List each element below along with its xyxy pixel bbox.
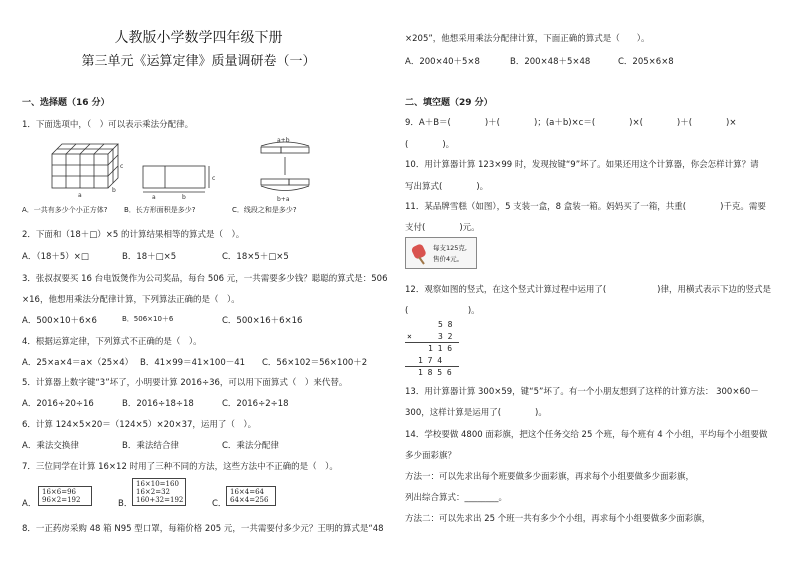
q4-option-c: C．56×102＝56×100＋2 (262, 358, 368, 368)
question-13-line2: 300，这样计算是运用了( )。 (405, 408, 547, 418)
question-7: 7．三位同学在计算 16×12 时用了三种不同的方法，这些方法中不正确的是（ ）。 (22, 462, 338, 472)
q2-option-c: C．18×5＋□×5 (222, 252, 289, 262)
q7-method-c-line: 16×4=64 (230, 488, 264, 496)
q1-rect-label-a: a (152, 194, 156, 201)
q3-option-a: A．500×10＋6×6 (22, 316, 97, 326)
q7-method-a-line: 96×2=192 (42, 496, 81, 504)
q6-option-b: B．乘法结合律 (122, 441, 179, 451)
question-2: 2．下面和（18＋□）×5 的计算结果相等的算式是（ ）。 (22, 230, 245, 240)
question-8: 8．一正药房采购 48 箱 N95 型口罩，每箱价格 205 元，一共需要付多少元？王明的算式是“48 (22, 524, 384, 534)
q2-option-a: A．（18＋5）×□ (22, 252, 89, 262)
calc-product: 1 8 5 6 (418, 368, 452, 377)
calc-rule (405, 366, 459, 367)
section-fill-heading: 二、填空题（29 分） (405, 98, 493, 108)
q7-option-a-label: A． (22, 499, 37, 509)
section-choice-heading: 一、选择题（16 分） (22, 98, 110, 108)
q7-method-b-line: 16×2=32 (136, 488, 170, 496)
q6-option-c: C．乘法分配律 (222, 441, 279, 451)
q1-option-b: B．长方形面积是多少? (124, 206, 196, 214)
q7-method-a-box (38, 486, 92, 506)
q1-cube-label-a: a (78, 192, 82, 199)
q7-method-b-line: 16×10=160 (136, 480, 179, 488)
q1-rect-figure (140, 162, 220, 204)
q1-cube-label-c: c (120, 163, 124, 170)
calc-times-sign: × (407, 332, 412, 341)
calc-partial-2: 1 7 4 (418, 356, 443, 365)
q7-method-b-line: 160+32=192 (136, 496, 184, 504)
q4-option-b: B．41×99＝41×100－41 (140, 358, 246, 368)
question-9-line1: 9．A＋B＝( )＋( )；(a＋b)×c＝( )×( )＋( )× (405, 118, 737, 128)
q1-segment-bottom-label: b+a (277, 196, 290, 203)
ice-cream-icon (410, 243, 430, 265)
ice-cream-price-text: 售价4元。 (433, 255, 464, 263)
question-12-line2: ( )。 (405, 306, 480, 316)
q14-method-one-expression: 列出综合算式：________。 (405, 493, 508, 503)
question-1: 1．下面选项中，（ ）可以表示乘法分配律。 (22, 120, 194, 130)
q8-option-b: B．200×48＋5×48 (510, 57, 591, 67)
q7-option-c-label: C． (212, 499, 227, 509)
q7-method-c-line: 64×4=256 (230, 496, 269, 504)
q5-option-b: B．2016÷18÷18 (122, 399, 194, 409)
page-subtitle: 第三单元《运算定律》质量调研卷（一） (81, 54, 316, 69)
q5-option-c: C．2016÷2÷18 (222, 399, 289, 409)
question-11-line2: 支付( )元。 (405, 223, 480, 233)
question-8-continued: ×205”，他想采用乘法分配律计算，下面正确的算式是（ ）。 (405, 34, 650, 44)
q1-cube-label-b: b (112, 187, 116, 194)
q1-rect-label-b: b (182, 194, 186, 201)
q6-option-a: A．乘法交换律 (22, 441, 79, 451)
question-3-line2: ×16，他想用乘法分配律计算，下列算法正确的是（ ）。 (22, 295, 240, 305)
q1-segment-top-label: a+b (277, 137, 290, 144)
q3-option-b: B．506×10＋6 (122, 315, 174, 323)
calc-multiplier: 3 2 (438, 332, 453, 341)
q2-option-b: B．18＋□×5 (122, 252, 177, 262)
calc-rule (405, 342, 459, 343)
q7-method-a-line: 16×6=96 (42, 488, 76, 496)
q14-method-two: 方法二：可以先求出 25 个班一共有多少个小组，再求每个小组要做多少面彩旗， (405, 514, 711, 524)
q4-option-a: A．25×a×4＝a×（25×4） (22, 358, 134, 368)
question-11-line1: 11．某品牌雪糕（如图），5 支装一盒，8 盒装一箱。妈妈买了一箱，共重( )千克。需要 (405, 202, 766, 212)
question-12-line1: 12．观察如图的竖式，在这个竖式计算过程中运用了( )律，用横式表示下边的竖式是 (405, 285, 771, 295)
question-14-line2: 多少面彩旗？ (405, 451, 457, 461)
q1-segment-figure (255, 137, 317, 205)
q14-method-one: 方法一：可以先求出每个班要做多少面彩旗，再求每个小组要做多少面彩旗， (405, 472, 695, 482)
q5-option-a: A．2016÷20÷16 (22, 399, 94, 409)
q8-option-c: C．205×6×8 (618, 57, 674, 67)
q1-option-c: C．线段之和是多少? (232, 206, 297, 214)
question-4: 4．根据运算定律，下列算式不正确的是（ ）。 (22, 337, 202, 347)
question-10-line1: 10．用计算器计算 123×99 时，发现按键“9”坏了。如果还用这个计算器，你会怎样计算？请 (405, 160, 759, 170)
q7-method-b-box (132, 478, 186, 506)
ice-cream-price-card (405, 237, 477, 269)
q1-cube-figure (48, 138, 128, 200)
question-3-line1: 3．张叔叔要买 16 台电饭煲作为公司奖品，每台 506 元，一共需要多少钱？聪聪的算式是：506 (22, 274, 388, 284)
question-9-line2: ( )。 (405, 140, 455, 150)
question-13-line1: 13．用计算器计算 300×59，键“5”坏了。有一个小朋友想到了这样的计算方法： 300×60－ (405, 387, 759, 397)
q3-option-c: C．500×16＋6×16 (222, 316, 303, 326)
question-14-line1: 14．学校要做 4800 面彩旗，把这个任务交给 25 个班，每个班有 4 个小组，平均每个小组要做 (405, 430, 768, 440)
q8-option-a: A．200×40＋5×8 (405, 57, 480, 67)
calc-partial-1: 1 1 6 (428, 344, 453, 353)
ice-cream-weight-text: 每支125克, (433, 244, 467, 252)
question-5: 5．计算器上数字键“3”坏了，小明要计算 2016÷36，可以用下面算式（ ）来代替。 (22, 378, 348, 388)
page-title: 人教版小学数学四年级下册 (114, 30, 283, 46)
q1-option-a: A．一共有多少个小正方体? (22, 206, 108, 214)
q7-option-b-label: B． (118, 499, 133, 509)
q1-rect-label-c: c (212, 175, 216, 182)
question-10-line2: 写出算式( )。 (405, 182, 489, 192)
calc-multiplicand: 5 8 (438, 320, 453, 329)
question-6: 6．计算 124×5×20＝（124×5）×20×37，运用了（ ）。 (22, 420, 257, 430)
q7-method-c-box (226, 486, 276, 506)
q12-vertical-calculation (405, 320, 465, 380)
